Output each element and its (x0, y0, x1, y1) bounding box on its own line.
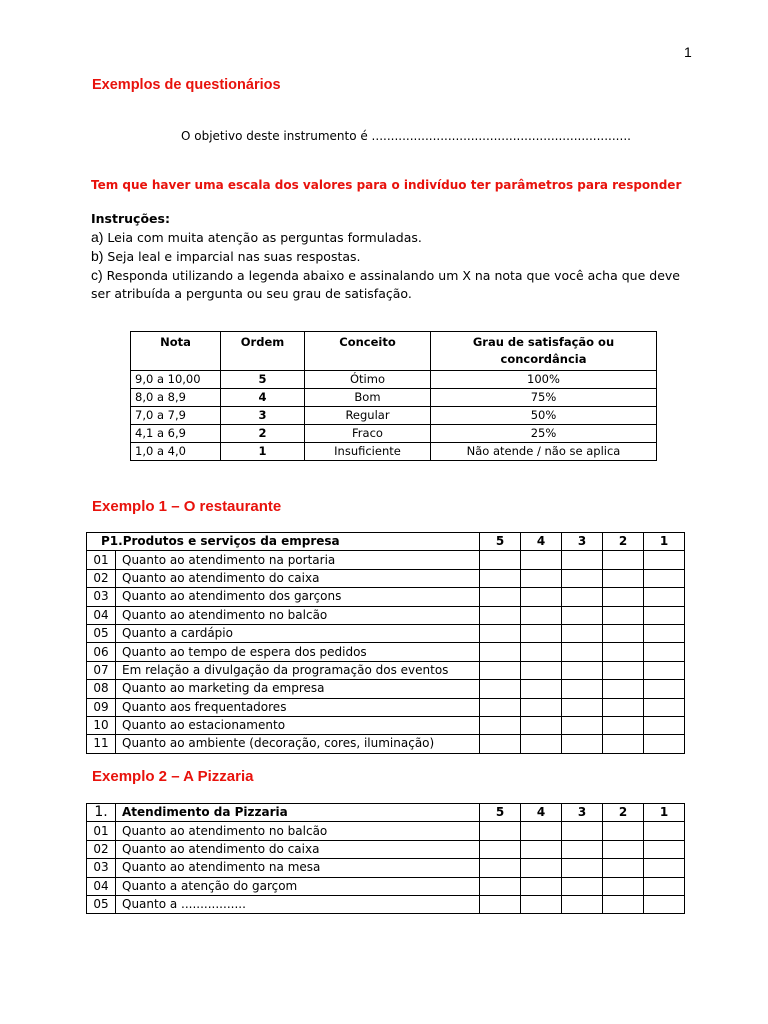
rating-cell[interactable] (480, 661, 521, 679)
instruction-c: c) Responda utilizando a legenda abaixo e assinalando um X na nota que você acha que deve ser atribuída a pergunta ou seu grau de satisfação. (91, 267, 680, 301)
rating-cell[interactable] (480, 877, 521, 895)
rating-cell[interactable] (562, 877, 603, 895)
rating-cell[interactable] (521, 624, 562, 642)
rating-cell[interactable] (562, 895, 603, 913)
page-number: 1 (684, 44, 692, 60)
rating-cell[interactable] (644, 895, 685, 913)
rating-cell[interactable] (480, 840, 521, 858)
row-number: 03 (87, 859, 116, 877)
rating-cell[interactable] (562, 661, 603, 679)
table-row (87, 877, 685, 895)
table-row (87, 895, 685, 913)
row-number: 09 (87, 698, 116, 716)
page-title: Exemplos de questionários (92, 77, 281, 93)
rating-cell[interactable] (644, 588, 685, 606)
rating-cell[interactable] (603, 895, 644, 913)
rating-cell[interactable] (562, 643, 603, 661)
rating-cell[interactable] (644, 859, 685, 877)
rating-cell[interactable] (603, 822, 644, 840)
rating-cell[interactable] (480, 643, 521, 661)
rating-cell[interactable] (480, 680, 521, 698)
rating-cell[interactable] (480, 716, 521, 734)
rating-cell[interactable] (521, 895, 562, 913)
scale-note: Tem que haver uma escala dos valores para o indivíduo ter parâmetros para responder (91, 178, 682, 192)
table-row (87, 735, 685, 753)
legend-row: 9,0 a 10,00 5 Ótimo 100% (131, 371, 657, 389)
rating-cell[interactable] (603, 606, 644, 624)
row-label: Quanto a cardápio (116, 624, 480, 642)
table-row (87, 698, 685, 716)
row-number: 05 (87, 624, 116, 642)
row-number: 04 (87, 606, 116, 624)
rating-cell[interactable] (644, 661, 685, 679)
rating-cell[interactable] (480, 551, 521, 569)
rating-cell[interactable] (480, 859, 521, 877)
legend-row: 1,0 a 4,0 1 Insuficiente Não atende / não se aplica (131, 443, 657, 461)
rating-cell[interactable] (603, 859, 644, 877)
rating-cell[interactable] (603, 551, 644, 569)
row-label: Quanto ao atendimento na portaria (116, 551, 480, 569)
rating-cell[interactable] (521, 661, 562, 679)
rating-cell[interactable] (644, 551, 685, 569)
row-label: Quanto ao marketing da empresa (116, 680, 480, 698)
rating-cell[interactable] (562, 840, 603, 858)
legend-row: 7,0 a 7,9 3 Regular 50% (131, 407, 657, 425)
row-label: Quanto ao atendimento no balcão (116, 822, 480, 840)
row-number: 04 (87, 877, 116, 895)
rating-cell[interactable] (521, 735, 562, 753)
row-label: Quanto aos frequentadores (116, 698, 480, 716)
rating-cell[interactable] (603, 624, 644, 642)
row-label: Quanto ao atendimento na mesa (116, 859, 480, 877)
rating-cell[interactable] (562, 735, 603, 753)
rating-cell[interactable] (603, 877, 644, 895)
rating-cell[interactable] (562, 606, 603, 624)
row-number: 10 (87, 716, 116, 734)
rating-cell[interactable] (521, 859, 562, 877)
rating-cell[interactable] (521, 643, 562, 661)
row-label: Em relação a divulgação da programação dos eventos (116, 661, 480, 679)
table-row (87, 588, 685, 606)
table-row (87, 859, 685, 877)
table-row (87, 680, 685, 698)
rating-cell[interactable] (562, 569, 603, 587)
rating-cell[interactable] (644, 569, 685, 587)
rating-cell[interactable] (644, 735, 685, 753)
row-number: 02 (87, 569, 116, 587)
rating-cell[interactable] (521, 551, 562, 569)
rating-cell[interactable] (644, 840, 685, 858)
legend-row: 4,1 a 6,9 2 Fraco 25% (131, 425, 657, 443)
row-label: Quanto ao atendimento do caixa (116, 840, 480, 858)
rating-cell[interactable] (480, 624, 521, 642)
rating-cell[interactable] (521, 716, 562, 734)
rating-cell[interactable] (480, 895, 521, 913)
rating-cell[interactable] (603, 661, 644, 679)
rating-cell[interactable] (521, 840, 562, 858)
legend-header-grau: Grau de satisfação ou concordância (431, 332, 657, 371)
table-row (87, 551, 685, 569)
legend-header-conceito: Conceito (305, 332, 431, 371)
rating-cell[interactable] (603, 569, 644, 587)
rating-cell[interactable] (644, 822, 685, 840)
rating-cell[interactable] (521, 877, 562, 895)
rating-cell[interactable] (521, 588, 562, 606)
example2-header-label: Atendimento da Pizzaria (116, 804, 480, 822)
table-row (87, 840, 685, 858)
row-label: Quanto ao tempo de espera dos pedidos (116, 643, 480, 661)
row-label: Quanto ao atendimento do caixa (116, 569, 480, 587)
rating-cell[interactable] (480, 735, 521, 753)
legend-table (130, 331, 657, 461)
legend-header-nota: Nota (131, 332, 221, 371)
rating-cell[interactable] (480, 569, 521, 587)
table-row (87, 606, 685, 624)
legend-row: 8,0 a 8,9 4 Bom 75% (131, 389, 657, 407)
legend-header-ordem: Ordem (221, 332, 305, 371)
row-number: 06 (87, 643, 116, 661)
row-number: 08 (87, 680, 116, 698)
row-label: Quanto a atenção do garçom (116, 877, 480, 895)
rating-cell[interactable] (562, 551, 603, 569)
instruction-a: a) Leia com muita atenção as perguntas formuladas. (91, 229, 422, 245)
table-row (87, 624, 685, 642)
rating-cell[interactable] (562, 680, 603, 698)
rating-cell[interactable] (562, 859, 603, 877)
rating-cell[interactable] (644, 624, 685, 642)
example1-header-label: P1.Produtos e serviços da empresa (87, 533, 480, 551)
row-number: 01 (87, 551, 116, 569)
rating-cell[interactable] (480, 606, 521, 624)
example1-table: P1.Produtos e serviços da empresa 5 4 3 2 1 01 Quanto ao atendimento na portaria 02 Quanto ao atendimento do caixa 03 Quanto ao atendimento dos garçons 04 Quanto ao atendimento no balcão 05 Quanto a cardápio 06 Quanto ao tempo de espera dos pedidos 07 Em relação a divulgação da programação dos eventos 08 Quanto ao marketing da empresa 09 Quanto aos frequentadores 10 Quanto ao estacionamento 11 Quanto ao ambiente (decoração, cores, iluminação) (86, 532, 685, 754)
row-label: Quanto ao estacionamento (116, 716, 480, 734)
row-number: 03 (87, 588, 116, 606)
table-row (87, 643, 685, 661)
table-row (87, 569, 685, 587)
rating-cell[interactable] (521, 822, 562, 840)
rating-cell[interactable] (562, 716, 603, 734)
example2-header-num: 1. (94, 804, 108, 821)
rating-cell[interactable] (521, 606, 562, 624)
rating-cell[interactable] (644, 606, 685, 624)
rating-cell[interactable] (603, 680, 644, 698)
instructions (91, 210, 691, 303)
rating-cell[interactable] (603, 643, 644, 661)
rating-cell[interactable] (644, 877, 685, 895)
instruction-b: b) Seja leal e imparcial nas suas respostas. (91, 248, 361, 264)
row-label: Quanto a ................. (116, 895, 480, 913)
row-label: Quanto ao atendimento no balcão (116, 606, 480, 624)
rating-cell[interactable] (480, 588, 521, 606)
table-row (87, 661, 685, 679)
rating-cell[interactable] (644, 643, 685, 661)
rating-cell[interactable] (603, 698, 644, 716)
rating-cell[interactable] (644, 698, 685, 716)
table-row (87, 822, 685, 840)
objective-line: O objetivo deste instrumento é .................................................................... (181, 129, 631, 143)
example2-heading: Exemplo 2 – A Pizzaria (92, 768, 254, 785)
rating-cell[interactable] (562, 624, 603, 642)
rating-cell[interactable] (521, 698, 562, 716)
rating-cell[interactable] (480, 698, 521, 716)
row-number: 05 (87, 895, 116, 913)
rating-cell[interactable] (521, 680, 562, 698)
instructions-heading: Instruções: (91, 211, 170, 226)
rating-cell[interactable] (603, 588, 644, 606)
row-number: 07 (87, 661, 116, 679)
table-row (87, 716, 685, 734)
rating-cell[interactable] (603, 735, 644, 753)
rating-cell[interactable] (603, 840, 644, 858)
rating-cell[interactable] (562, 588, 603, 606)
example1-heading: Exemplo 1 – O restaurante (92, 498, 282, 515)
row-number: 11 (87, 735, 116, 753)
rating-cell[interactable] (562, 822, 603, 840)
rating-cell[interactable] (562, 698, 603, 716)
rating-cell[interactable] (644, 680, 685, 698)
rating-cell[interactable] (644, 716, 685, 734)
rating-cell[interactable] (480, 822, 521, 840)
example2-table: 1. Atendimento da Pizzaria 5 4 3 2 1 01 Quanto ao atendimento no balcão 02 Quanto ao atendimento do caixa 03 Quanto ao atendimento na mesa 04 Quanto a atenção do garçom 05 Quanto a ................. (86, 803, 685, 914)
row-number: 02 (87, 840, 116, 858)
row-label: Quanto ao atendimento dos garçons (116, 588, 480, 606)
rating-cell[interactable] (521, 569, 562, 587)
row-number: 01 (87, 822, 116, 840)
rating-cell[interactable] (603, 716, 644, 734)
row-label: Quanto ao ambiente (decoração, cores, iluminação) (116, 735, 480, 753)
